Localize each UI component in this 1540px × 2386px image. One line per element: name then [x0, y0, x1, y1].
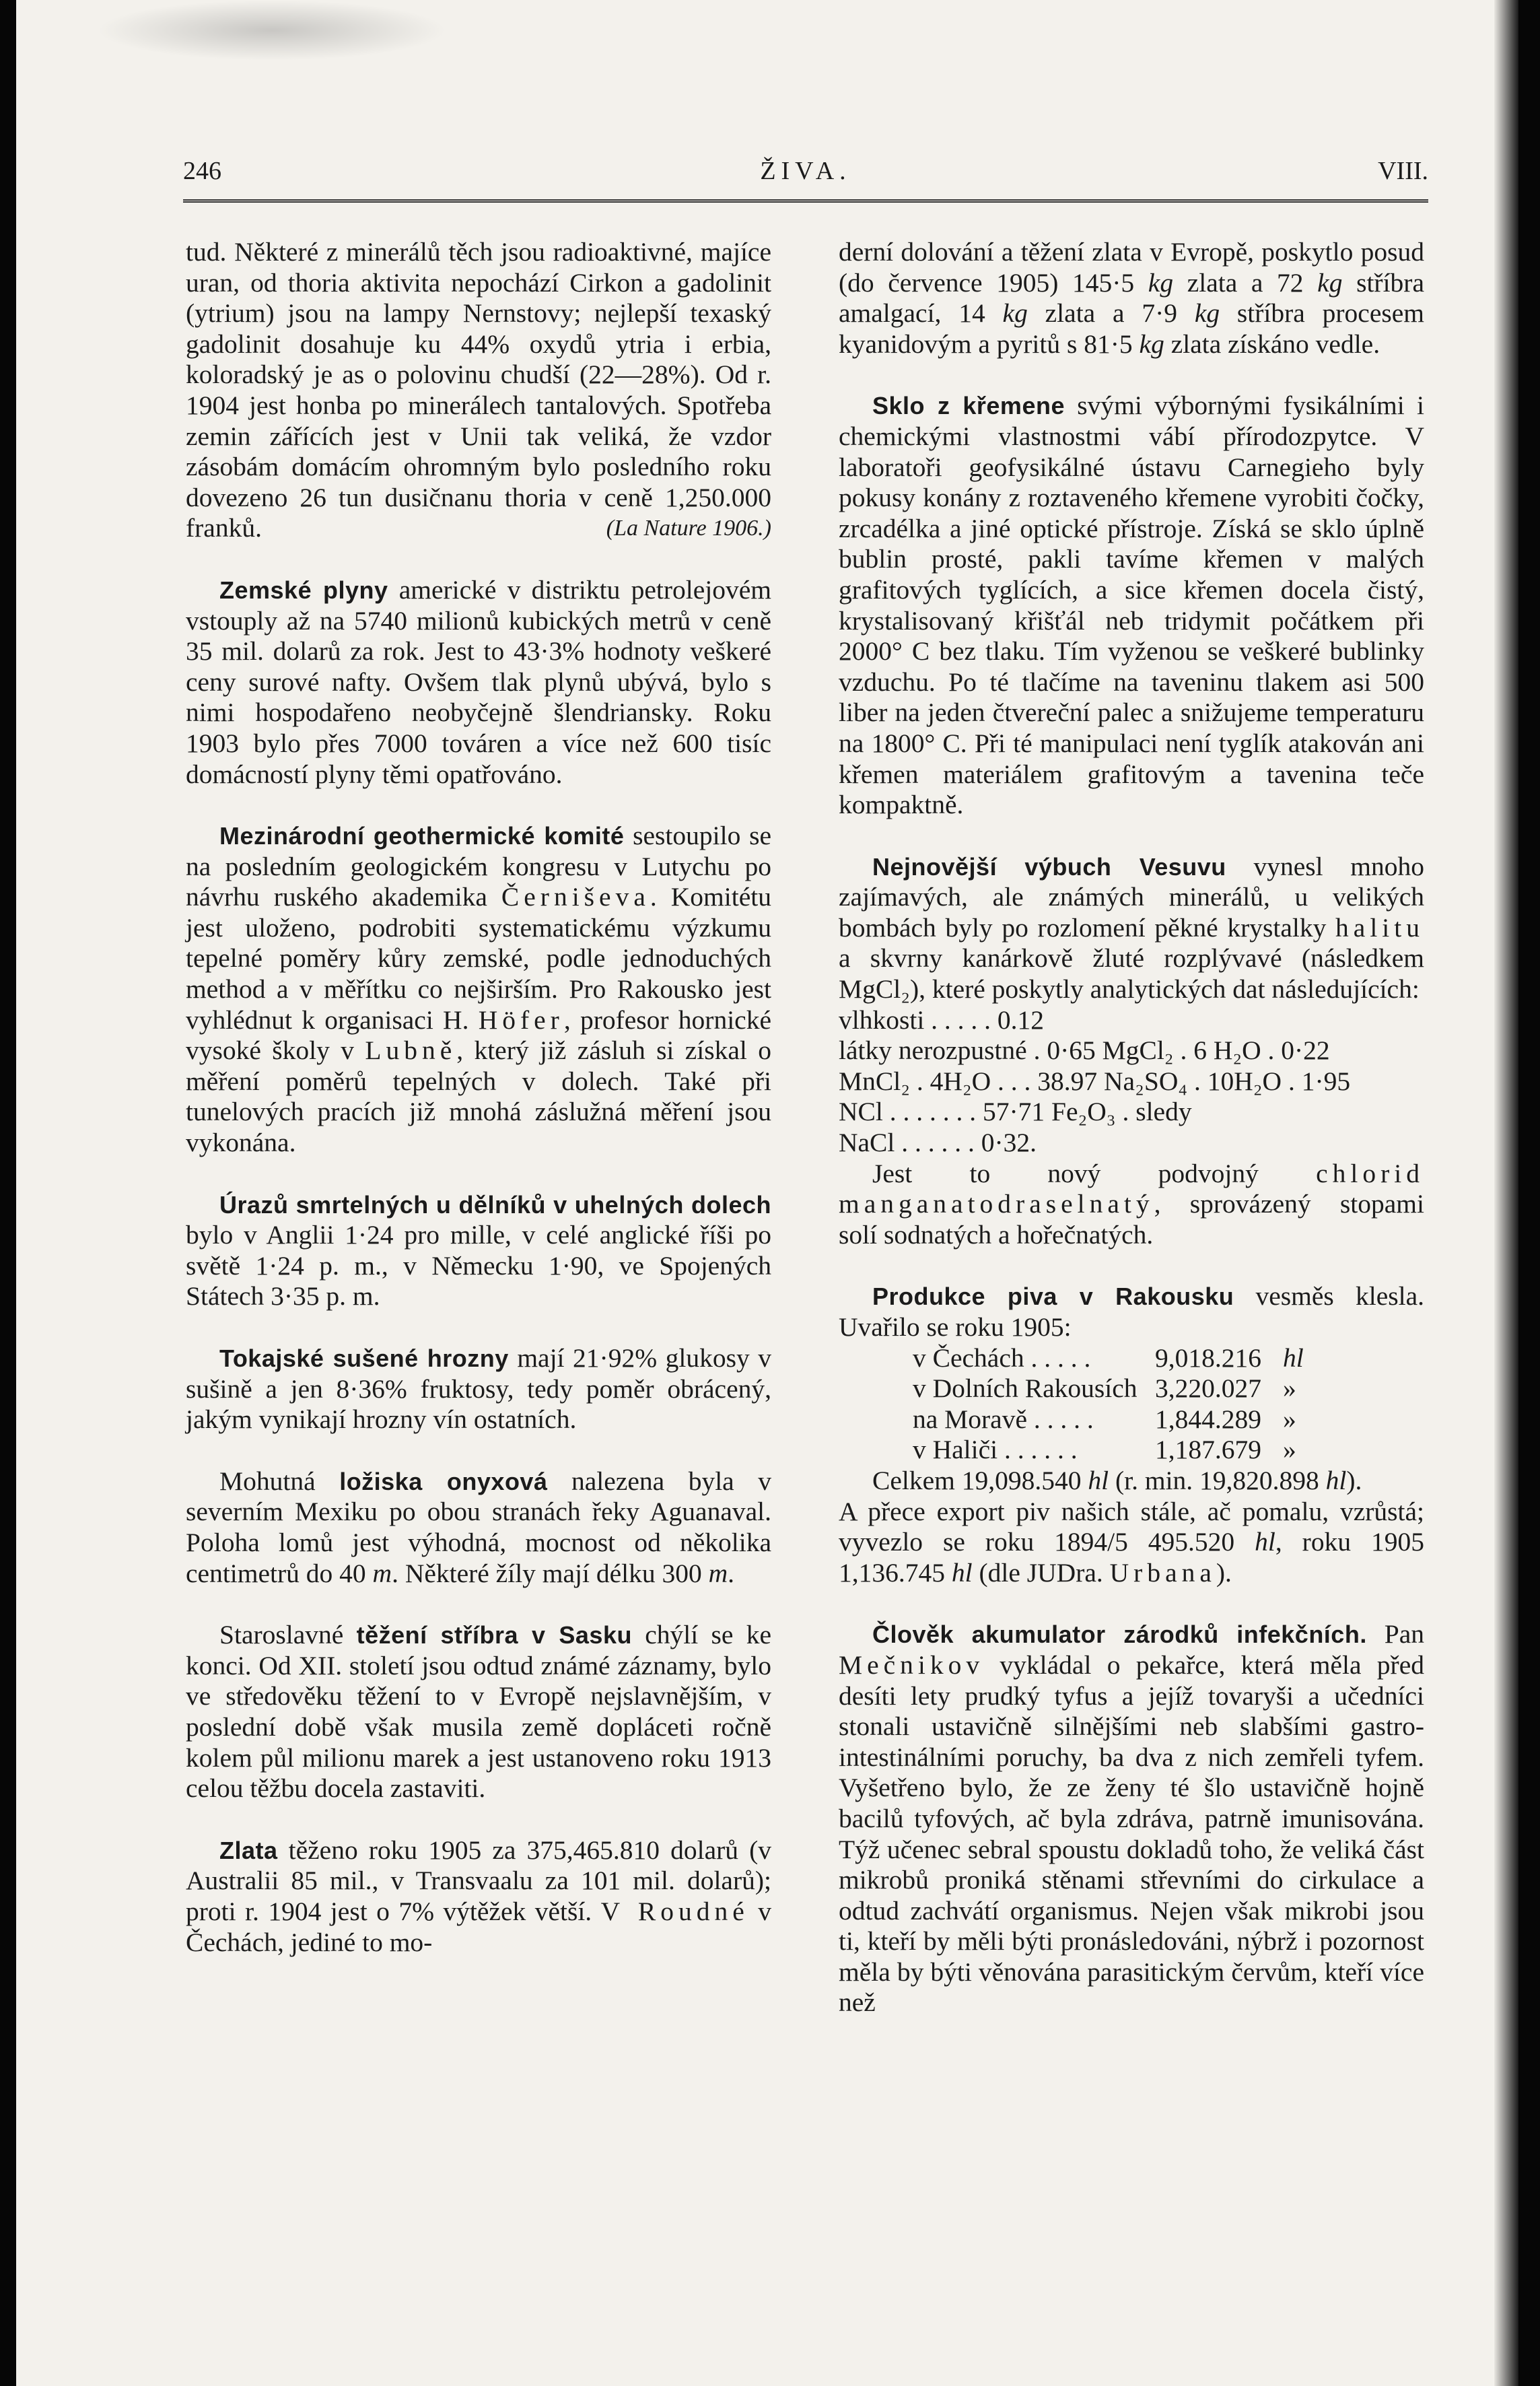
paragraph-text: americké v distriktu petrolejovém vstouply až na 5740 milionů kubických metrů v ceně 35 mil. dolarů za rok. Jest to 43·3% hodnoty veškeré ceny surové nafty. Ovšem tlak plynů ubývá, bylo s nimi hospodařeno neobyčejně šlendriansky. Roku 1903 bylo přes 7000 továren a více než 600 tisíc domácností plyny těmi opatřováno.	[186, 574, 771, 789]
article-vesuvius	[839, 852, 1424, 1005]
paragraph-text: Staroslavné	[219, 1620, 357, 1650]
table-cell-value: 9,018.216	[1155, 1342, 1261, 1373]
article-heading: Zlata	[219, 1836, 278, 1864]
article-natural-gas	[186, 575, 771, 790]
beer-production-table	[839, 1343, 1424, 1466]
paragraph-text: (dle JUDra.	[972, 1557, 1110, 1588]
article-thorium-end	[186, 237, 771, 544]
table-cell-place: v Haliči . . . . . .	[913, 1435, 1078, 1465]
paragraph-text: , který již zásluh si získal o měření poměrů tepelných v dolech. Také při tunelových pracích již mnohá záslužná měření jsou vykonána.	[186, 1035, 771, 1158]
unit-text: hl	[1088, 1465, 1109, 1495]
unit-text: m	[372, 1558, 392, 1588]
analysis-row: NaCl . . . . . . 0·32.	[839, 1128, 1037, 1158]
analysis-row: MnCl₂ . 4H₂O . . . 38.97 Na₂SO₄ . 10H₂O . 1·95	[839, 1066, 1351, 1096]
unit-text: hl	[951, 1557, 973, 1588]
table-row	[839, 1404, 1424, 1435]
article-heading: Nejnovější výbuch Vesuvu	[872, 852, 1226, 881]
beer-export	[839, 1497, 1424, 1589]
unit-text: kg	[1317, 267, 1343, 298]
article-tokaj-raisins	[186, 1343, 771, 1435]
paragraph-text: , sprovázený stopami solí sodnatých a hořečnatých.	[839, 1189, 1424, 1250]
header-rule	[183, 199, 1428, 203]
person-name: Černiševa	[501, 882, 650, 912]
article-vesuvius-conclusion	[839, 1159, 1424, 1251]
paragraph-text: mají 21·92% glukosy v sušině a jen 8·36% fruktosy, tedy poměr obrácený, jakým vynikají hrozny vín ostatních.	[186, 1343, 771, 1435]
article-onyx-deposits	[186, 1466, 771, 1589]
journal-title: ŽIVA.	[760, 157, 851, 185]
paragraph-text: ).	[1346, 1465, 1362, 1495]
paragraph-text: Celkem 19,098.540	[872, 1465, 1088, 1495]
table-cell-unit: hl	[1283, 1342, 1304, 1373]
paragraph-text: sestoupilo se na posledním geologickém kongresu v Lutychu po návrhu ruského akademika	[186, 821, 771, 912]
emphasized-term: chlorid manganatodraselnatý	[839, 1158, 1424, 1219]
unit-text: kg	[1148, 267, 1174, 298]
table-row	[839, 1343, 1424, 1374]
article-infection-carrier	[839, 1619, 1424, 2018]
article-mining-accidents	[186, 1190, 771, 1312]
article-heading: těžení stříbra v Sasku	[356, 1621, 632, 1649]
unit-text: kg	[1002, 298, 1028, 329]
table-cell-place: v Dolních Rakousích	[913, 1373, 1138, 1404]
paragraph-text: , profesor hornické vysoké školy v	[186, 1004, 771, 1066]
paragraph-text: stříbra amalgací, 14	[839, 267, 1424, 329]
article-gold-continued	[839, 237, 1424, 360]
paragraph-text: nalezena byla v severním Mexiku po obou stranách řeky Aguanaval. Poloha lomů jest výhodná, mocnost od několika centimetrů do 40	[186, 1466, 772, 1588]
article-heading: Člověk akumulator zárodků infekčních.	[872, 1621, 1367, 1649]
unit-text: kg	[1194, 298, 1220, 329]
unit-text: hl	[1255, 1527, 1275, 1557]
paragraph-text: vesměs klesla. Uvařilo se roku 1905:	[839, 1281, 1424, 1342]
person-name: Mečnikov	[839, 1649, 985, 1680]
paragraph-text: A přece export piv našich stále, ač pomalu, vzrůstá; vyvezlo se roku 1894/5 495.520	[839, 1496, 1424, 1557]
paragraph-text: . Komitétu jest uloženo, podrobiti systematickému výzkumu tepelné poměry kůry zemské, podle jednoduchých method a v měřítku co nejširším. Pro Rakousko jest vyhlédnut k organisaci H.	[186, 882, 771, 1035]
paragraph-text: zlata a 72	[1173, 267, 1318, 298]
analysis-row: NCl . . . . . . . 57·71 Fe₂O₃ . sledy	[839, 1097, 1192, 1127]
paragraph-text: . Některé žíly mají délku 300	[392, 1558, 709, 1588]
page	[16, 0, 1518, 2386]
left-column	[186, 237, 771, 1989]
article-heading: Produkce piva v Rakousku	[872, 1283, 1234, 1311]
paragraph-text: , roku 1905 1,136.745	[839, 1527, 1425, 1588]
table-cell-unit: »	[1283, 1435, 1296, 1465]
paragraph-text: Mohutná	[219, 1466, 340, 1496]
article-saxony-silver	[186, 1620, 771, 1804]
paragraph-text: bylo v Anglii 1·24 pro mille, v celé anglické říši po světě 1·24 p. m., v Německu 1·90, ve Spojených Státech 3·35 p. m.	[186, 1220, 771, 1311]
paragraph-text: tud. Některé z minerálů těch jsou radioaktivné, majíce uran, od thoria aktivita nepochází Cirkon a gadolinit (ytrium) jsou na lampy Nernstovy; nejlepší texaský gadolinit dosahuje ku 44% oxydů ytria i erbia, koloradský je as o polovinu chudší (22—28%). Od r. 1904 jest honba po minerálech tantalových. Spotřeba zemin zářících jest v Unii tak veliká, že vzdor zásobám domácím ohromným bylo posledního roku dovezeno 26 tun dusičnanu thoria v ceně 1,250.000 franků.	[186, 237, 771, 543]
book-spine-shadow	[1494, 0, 1518, 2386]
paragraph-text: .	[728, 1558, 735, 1588]
table-cell-value: 1,187.679	[1155, 1435, 1261, 1465]
article-geothermic-committee	[186, 821, 771, 1159]
paragraph-text: těženo roku 1905 za 375,465.810 dolarů (v Australii 85 mil., v Transvaalu za 101 mil. dolarů); proti r. 1904 jest o 7% výtěžek větší.	[186, 1835, 771, 1926]
table-cell-unit: »	[1283, 1373, 1296, 1404]
article-heading: Zemské plyny	[219, 576, 388, 604]
paragraph-text: vykládal o pekařce, která měla před desíti lety prudký tyfus a jejíž tovaryši a učedníci stonali ustavičně silnějšími neb slabšími gastro-intestinálními poruchy, ba dva z nich zemřeli tyfem. Vyšetřeno bylo, že ze ženy té šlo ustavičně hojně bacilů tyfových, ač byla zdráva, patrně imunisována. Týž učenec sebral spoustu dokladů toho, že veliká část mikrobů proniká stěnami střevními do cirkulace a odtud zachvátí organismus. Nejen však mikrobi jsou ti, kteří by měli býti pronásledováni, nýbrž i pozornost měla by býti věnována parasitickým červům, kteří více než	[839, 1649, 1424, 2018]
unit-text: m	[708, 1558, 728, 1588]
person-name: Höfer	[478, 1004, 564, 1035]
article-heading: Sklo z křemene	[872, 392, 1065, 420]
person-name: Urbana	[1109, 1557, 1216, 1588]
page-number: 246	[183, 157, 221, 185]
table-cell-place: v Čechách . . . . .	[913, 1342, 1091, 1373]
paragraph-text: a skvrny kanárkově žluté rozplývavé (následkem MgCl₂), které poskytly analytických dat následujících:	[839, 943, 1424, 1004]
paragraph-text: ).	[1216, 1557, 1232, 1588]
article-beer-production	[839, 1281, 1424, 1342]
paragraph-text: stříbra procesem kyanidovým a pyritů s 81·5	[839, 298, 1424, 359]
paragraph-text: Pan	[1366, 1619, 1424, 1649]
paragraph-text: chýlí se ke konci. Od XII. století jsou odtud známé záznamy, bylo ve středověku těžení to v Evropě nejslavnějším, v poslední době však musila země dopláceti ročně kolem půl milionu marek a jest ustanoveno roku 1913 celou těžbu docela zastaviti.	[186, 1620, 771, 1804]
analysis-data-list	[839, 1005, 1424, 1159]
table-cell-place: na Moravě . . . . .	[913, 1404, 1094, 1434]
running-header	[183, 151, 1428, 191]
emphasized-term: halitu	[1335, 912, 1424, 943]
article-quartz-glass	[839, 390, 1424, 820]
paragraph-text: svými výbornými fysikálními i chemickými vlastnostmi vábí přírodozpytce. V laboratoři geofysikálné ústavu Carnegieho byly pokusy konány z roztaveného křemene vyrobiti čočky, zrcadélka a jiné optické přístroje. Získá se sklo úplně bublin prosté, pakli tavíme křemen v malých grafitových tyglících, a sice křemen docela čistý, krystalisovaný křišťál neb tridymit počátkem při 2000° C bez tlaku. Tím vyženou se veškeré bublinky vzduchu. Po té tlačíme na taveninu tlakem asi 500 liber na jeden čtvereční palec a snižujeme temperaturu na 1800° C. Při té manipulaci není tyglík atakován ani křemen materiálem grafitovým a tavenina teče kompaktně.	[839, 390, 1425, 820]
analysis-row: látky nerozpustné . 0·65 MgCl₂ . 6 H₂O . 0·22	[839, 1035, 1330, 1066]
table-cell-value: 1,844.289	[1155, 1404, 1261, 1434]
right-column	[839, 237, 1424, 2049]
beer-total	[839, 1466, 1424, 1497]
paragraph-text: zlata a 7·9	[1027, 298, 1195, 329]
table-cell-unit: »	[1283, 1404, 1296, 1434]
unit-text: hl	[1325, 1465, 1347, 1495]
paragraph-text: v Čechách, jediné to mo-	[186, 1896, 771, 1957]
volume-number: VIII.	[1378, 157, 1428, 185]
paragraph-text: zlata získáno vedle.	[1164, 329, 1380, 359]
paragraph-text: Jest to nový podvojný	[872, 1158, 1317, 1188]
analysis-row: vlhkosti . . . . . 0.12	[839, 1004, 1045, 1035]
unit-text: kg	[1139, 329, 1164, 359]
paragraph-text: vynesl mnoho zajímavých, ale známých minerálů, u velikých bombách byly po rozlomení pěkné krystalky	[839, 851, 1424, 943]
place-name: V Roudné	[600, 1896, 749, 1926]
article-heading: Mezinárodní geothermické komité	[219, 822, 625, 850]
table-cell-value: 3,220.027	[1155, 1373, 1261, 1404]
article-heading: Tokajské sušené hrozny	[219, 1344, 509, 1372]
place-name: Lubně	[365, 1035, 457, 1066]
article-heading: ložiska onyxová	[339, 1467, 548, 1495]
article-gold	[186, 1835, 771, 1958]
table-row	[839, 1435, 1424, 1466]
paragraph-text: (r. min. 19,820.898	[1109, 1465, 1326, 1495]
article-heading: Úrazů smrtelných u dělníků v uhelných dolech	[219, 1190, 771, 1219]
paragraph-text: derní dolování a těžení zlata v Evropě, poskytlo posud (do července 1905) 145·5	[839, 237, 1424, 298]
source-citation: (La Nature 1906.)	[606, 516, 771, 541]
table-row	[839, 1373, 1424, 1404]
